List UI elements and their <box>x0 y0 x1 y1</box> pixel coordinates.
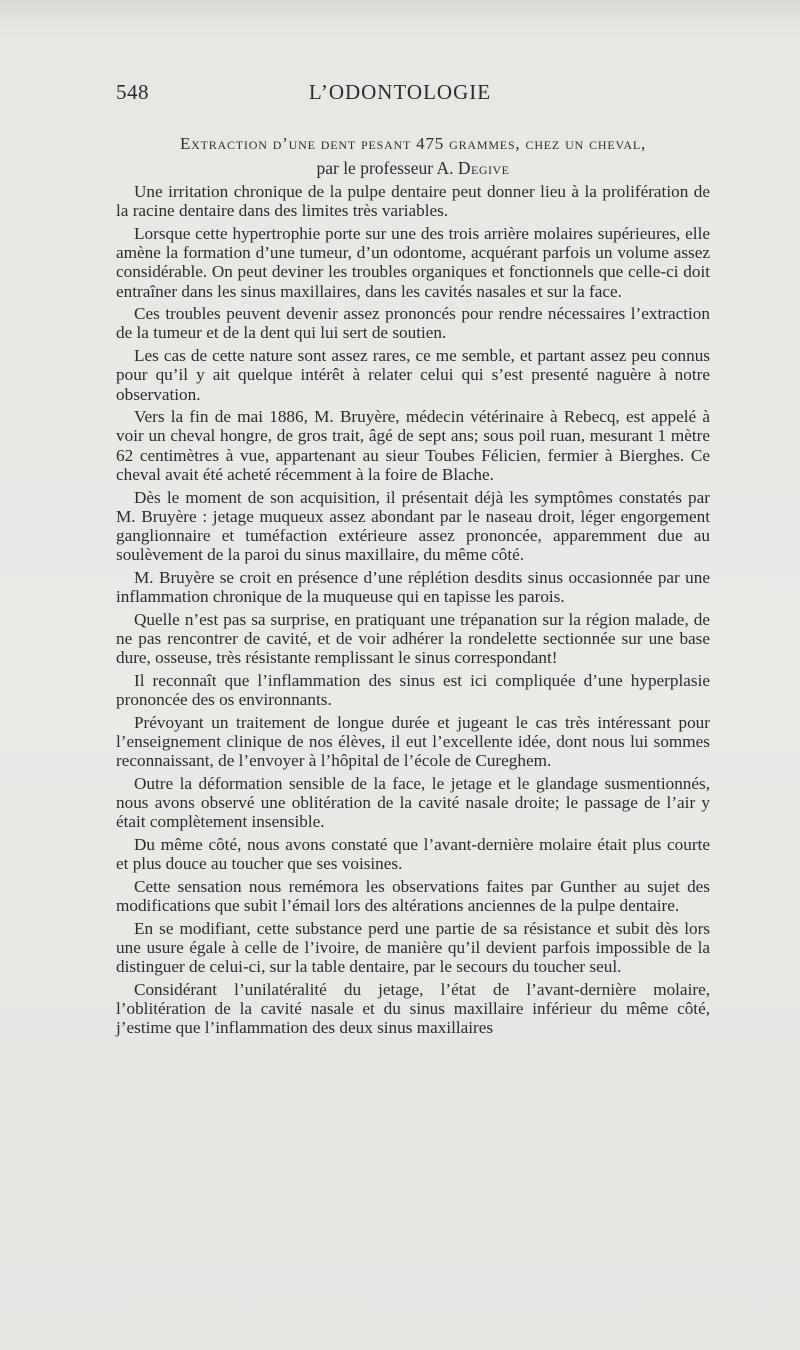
article-body <box>116 182 710 1041</box>
paragraph: Les cas de cette nature sont assez rares, ce me semble, et partant assez peu connus pour qu’il y ait quelque intérêt à relater celui qui s’est presenté naguère à notre observation. <box>116 346 710 404</box>
paragraph: En se modifiant, cette substance perd une partie de sa résistance et subit dès lors une usure égale à celle de l’ivoire, de manière qu’il devient parfois impossible de la distinguer de celui-ci, sur la table dentaire, par le secours du toucher seul. <box>116 918 710 977</box>
paragraph: Du même côté, nous avons constaté que l’avant-dernière molaire était plus courte et plus douce au toucher que ses voisines. <box>116 835 710 874</box>
paragraph: Ces troubles peuvent devenir assez prononcés pour rendre nécessaires l’extraction de la tumeur et de la dent qui lui sert de soutien. <box>116 304 710 343</box>
article-byline <box>116 156 710 180</box>
paragraph: Cette sensation nous remémora les observations faites par Gunther au sujet des modifications que subit l’émail lors des altérations anciennes de la pulpe dentaire. <box>116 876 710 916</box>
paragraph: Une irritation chronique de la pulpe dentaire peut donner lieu à la prolifération de la racine dentaire dans des limites très variables. <box>116 182 710 221</box>
running-head: L’ODONTOLOGIE <box>308 80 492 104</box>
paragraph: Quelle n’est pas sa surprise, en pratiquant une trépanation sur la région malade, de ne pas rencontrer de cavité, et de voir adhérer la rondelette sectionnée sur une base dure, osseuse, très résistante remplissant le sinus correspondant! <box>116 609 710 668</box>
author-name: Degive <box>457 158 510 178</box>
paragraph: M. Bruyère se croit en présence d’une réplétion desdits sinus occasionnée par une inflammation chronique de la muqueuse qui en tapisse les parois. <box>116 567 710 607</box>
paragraph: Prévoyant un traitement de longue durée et jugeant le cas très intéressant pour l’enseignement clinique de nos élèves, il eut l’excellente idée, dont nous lui sommes reconnaissant, de l’envoyer à l’hôpital de l’école de Cureghem. <box>116 712 710 771</box>
paragraph: Lorsque cette hypertrophie porte sur une des trois arrière molaires supérieures, elle amène la formation d’une tumeur, d’un odontome, acquérant parfois un volume assez considérable. On peut deviner les troubles organiques et fonctionnels que celle-ci doit entraîner dans les sinus maxillaires, dans les cavités nasales et sur la face. <box>116 223 710 301</box>
page-number: 548 <box>116 80 149 104</box>
paragraph: Outre la déformation sensible de la face, le jetage et le glandage susmentionnés, nous avons observé une oblitération de la cavité nasale droite; le passage de l’air y était complètement insensible. <box>116 773 710 832</box>
paragraph: Vers la fin de mai 1886, M. Bruyère, médecin vétérinaire à Rebecq, est appelé à voir un cheval hongre, de gros trait, âgé de sept ans; sous poil ruan, mesurant 1 mètre 62 centimètres à vue, appartenant au sieur Toubes Félicien, fermier à Bierghes. Ce cheval avait été acheté récemment à la foire de Blache. <box>116 407 710 484</box>
paragraph: Il reconnaît que l’inflammation des sinus est ici compliquée d’une hyperplasie prononcée des os environnants. <box>116 670 710 710</box>
paragraph: Considérant l’unilatéralité du jetage, l’état de l’avant-dernière molaire, l’oblitération de la cavité nasale et du sinus maxillaire inférieur du même côté, j’estime que l’inflammation des deux sinus maxillaires <box>116 979 710 1038</box>
byline-prefix: par le professeur A. <box>316 158 454 178</box>
article-title: Extraction d’une dent pesant 475 grammes, chez un cheval, <box>179 134 647 153</box>
paragraph: Dès le moment de son acquisition, il présentait déjà les symptômes constatés par M. Bruyère : jetage muqueux assez abondant par le naseau droit, léger engorgement ganglionnaire et tuméfaction extérieure assez prononcée, apparemment due au soulèvement de la paroi du sinus maxillaire, du même côté. <box>116 487 710 565</box>
